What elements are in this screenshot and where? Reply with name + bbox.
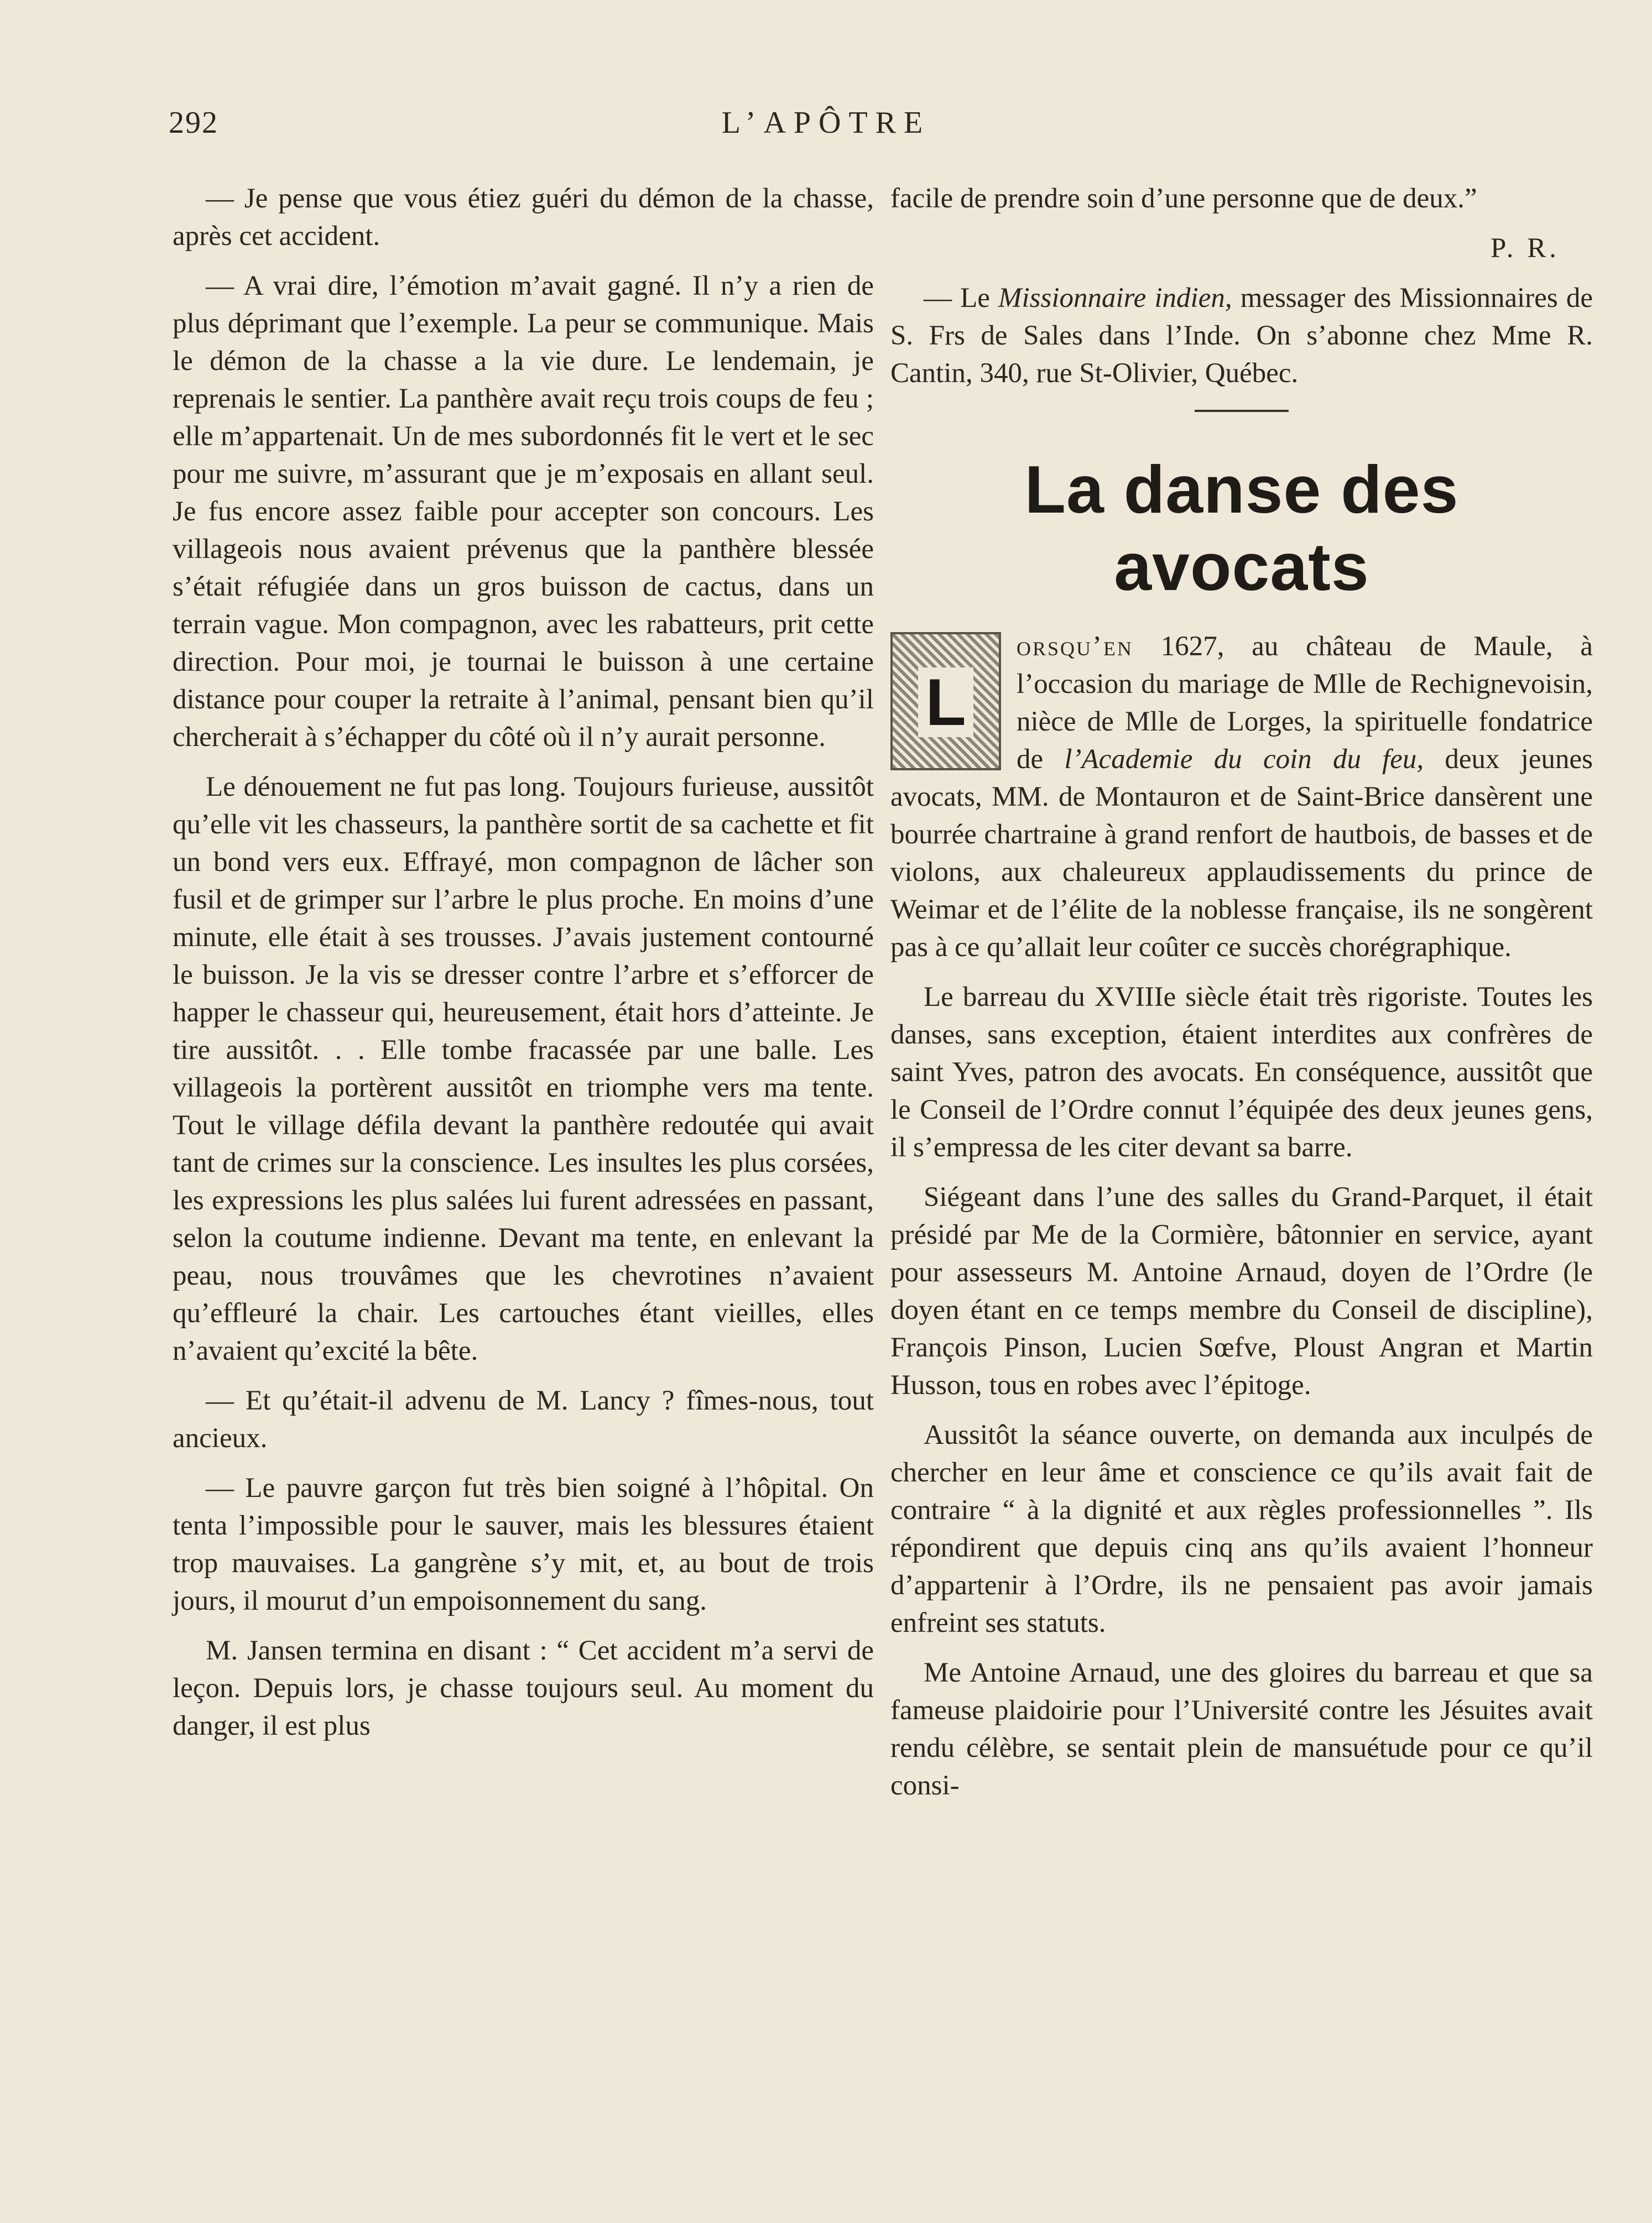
lead-text: 1627, au château de Maule, à l’occasion du mariage de Mlle de Rechignevoisin, nièce de Mlle de Lorges, la spirituelle fondatrice de xyxy=(1017,631,1593,775)
page-number: 292 xyxy=(169,106,218,140)
notice-suffix: messager des Missionnaires de S. Frs de Sales dans l’Inde. On s’abonne chez Mme R. Cantin, 340, rue St-Olivier, Québec. xyxy=(890,283,1593,389)
notice-italic: Missionnaire indien, xyxy=(998,283,1232,314)
notice-prefix: — Le xyxy=(924,283,998,314)
running-head xyxy=(0,105,1652,149)
notice xyxy=(890,279,1593,392)
signature: P. R. xyxy=(1491,233,1560,264)
paragraph: Le dénouement ne fut pas long. Toujours furieuse, aussitôt qu’elle vit les chasseurs, la panthère sortit de sa cachette et fit un bond vers eux. Effrayé, mon compagnon de lâcher son fusil et de grimper sur l’arbre le plus proche. En moins d’une minute, elle était à ses trousses. J’avais justement contourné le buisson. Je la vis se dresser contre l’arbre et s’efforcer de happer le chasseur qui, heureusement, était hors d’atteinte. Je tire aussitôt. . . Elle tombe fracassée par une balle. Les villageois la portèrent aussitôt en triomphe vers ma tente. Tout le village défila devant la panthère redoutée qui avait tant de crimes sur la conscience. Les insultes les plus corsées, les expressions les plus salées lui furent adressées en passant, selon la coutume indienne. Devant ma tente, en enlevant la peau, nous trouvâmes que les chevrotines n’avaient qu’effleuré la chair. Les cartouches étant vieilles, elles n’avaient qu’excité la bête. xyxy=(173,771,874,1366)
paragraph: — A vrai dire, l’émotion m’avait gagné. Il n’y a rien de plus déprimant que l’exemple. La peur se communique. Mais le démon de la chasse a la vie dure. Le lendemain, je reprenais le sentier. La panthère avait reçu trois coups de feu ; elle m’appartenait. Un de mes subordonnés fit le vert et le sec pour me suivre, m’assurant que je m’exposais en allant seul. Je fus encore assez faible pour accepter son concours. Les villageois nous avaient prévenus que la panthère blessée s’était réfugiée dans un gros buisson de cactus, dans un terrain vague. Mon compagnon, avec les rabatteurs, prit cette direction. Pour moi, je tournai le buisson à une certaine distance pour couper la retraite à l’animal, pensant bien qu’il chercherait à s’échapper du côté où il n’y aurait personne. xyxy=(173,270,874,753)
paragraph: Siégeant dans l’une des salles du Grand-Parquet, il était présidé par Me de la Cormière, bâtonnier en service, ayant pour assesseurs M. Antoine Arnaud, doyen de l’Ordre (le doyen étant en ce temps membre du Conseil de discipline), François Pinson, Lucien Sœfve, Ploust Angran et Martin Husson, tous en robes avec l’épitoge. xyxy=(890,1182,1593,1401)
continuation-text: facile de prendre soin d’une personne que de deux.” xyxy=(890,183,1477,214)
lead-smallcaps: orsqu’en xyxy=(1017,631,1133,662)
paragraph: Me Antoine Arnaud, une des gloires du barreau et que sa fameuse plaidoirie pour l’Université contre les Jésuites avait rendu célèbre, se sentait plein de mansuétude pour ce qu’il consi- xyxy=(890,1657,1593,1801)
paragraph: — Je pense que vous étiez guéri du démon de la chasse, après cet accident. xyxy=(173,183,874,252)
lead-rest: deux jeunes avocats, MM. de Montauron et de Saint-Brice dansèrent une bourrée chartraine à grand renfort de hautbois, de basses et de violons, aux chaleureux applaudissements du prince de Weimar et de l’élite de la noblesse française, ils ne songèrent pas à ce qu’allait leur coûter ce succès chorégraphique. xyxy=(890,744,1593,963)
article-title: La danse des avocats xyxy=(1024,452,1459,604)
right-column xyxy=(890,180,1593,1817)
paragraph: Le barreau du XVIIIe siècle était très rigoriste. Toutes les danses, sans exception, étaient interdites aux confrères de saint Yves, patron des avocats. En conséquence, aussitôt que le Conseil de l’Ordre connut l’équipée des deux jeunes gens, il s’empressa de les citer devant sa barre. xyxy=(890,982,1593,1163)
paragraph: — Et qu’était-il advenu de M. Lancy ? fîmes-nous, tout ancieux. xyxy=(173,1385,874,1454)
lead-italic: l’Academie du coin du feu, xyxy=(1064,744,1424,775)
lead-paragraph xyxy=(890,628,1593,966)
left-column xyxy=(173,180,874,1757)
journal-title: L’APÔTRE xyxy=(721,106,931,140)
paragraph: M. Jansen termina en disant : “ Cet accident m’a servi de leçon. Depuis lors, je chasse toujours seul. Au moment du danger, il est plus xyxy=(173,1635,874,1741)
drop-cap-letter: L xyxy=(918,667,973,737)
article-body xyxy=(890,628,1593,1804)
separator-rule xyxy=(1195,410,1289,412)
paragraph: — Le pauvre garçon fut très bien soigné à l’hôpital. On tenta l’impossible pour le sauver, mais les blessures étaient trop mauvaises. La gangrène s’y mit, et, au bout de trois jours, il mourut d’un empoisonnement du sang. xyxy=(173,1473,874,1616)
paragraph: Aussitôt la séance ouverte, on demanda aux inculpés de chercher en leur âme et conscience ce qu’ils avait fait de contraire “ à la dignité et aux règles professionnelles ”. Ils répondirent que depuis cinq ans qu’ils avaient l’honneur d’appartenir à l’Ordre, ils ne pensaient pas avoir jamais enfreint ses statuts. xyxy=(890,1420,1593,1638)
drop-cap xyxy=(890,632,1001,770)
